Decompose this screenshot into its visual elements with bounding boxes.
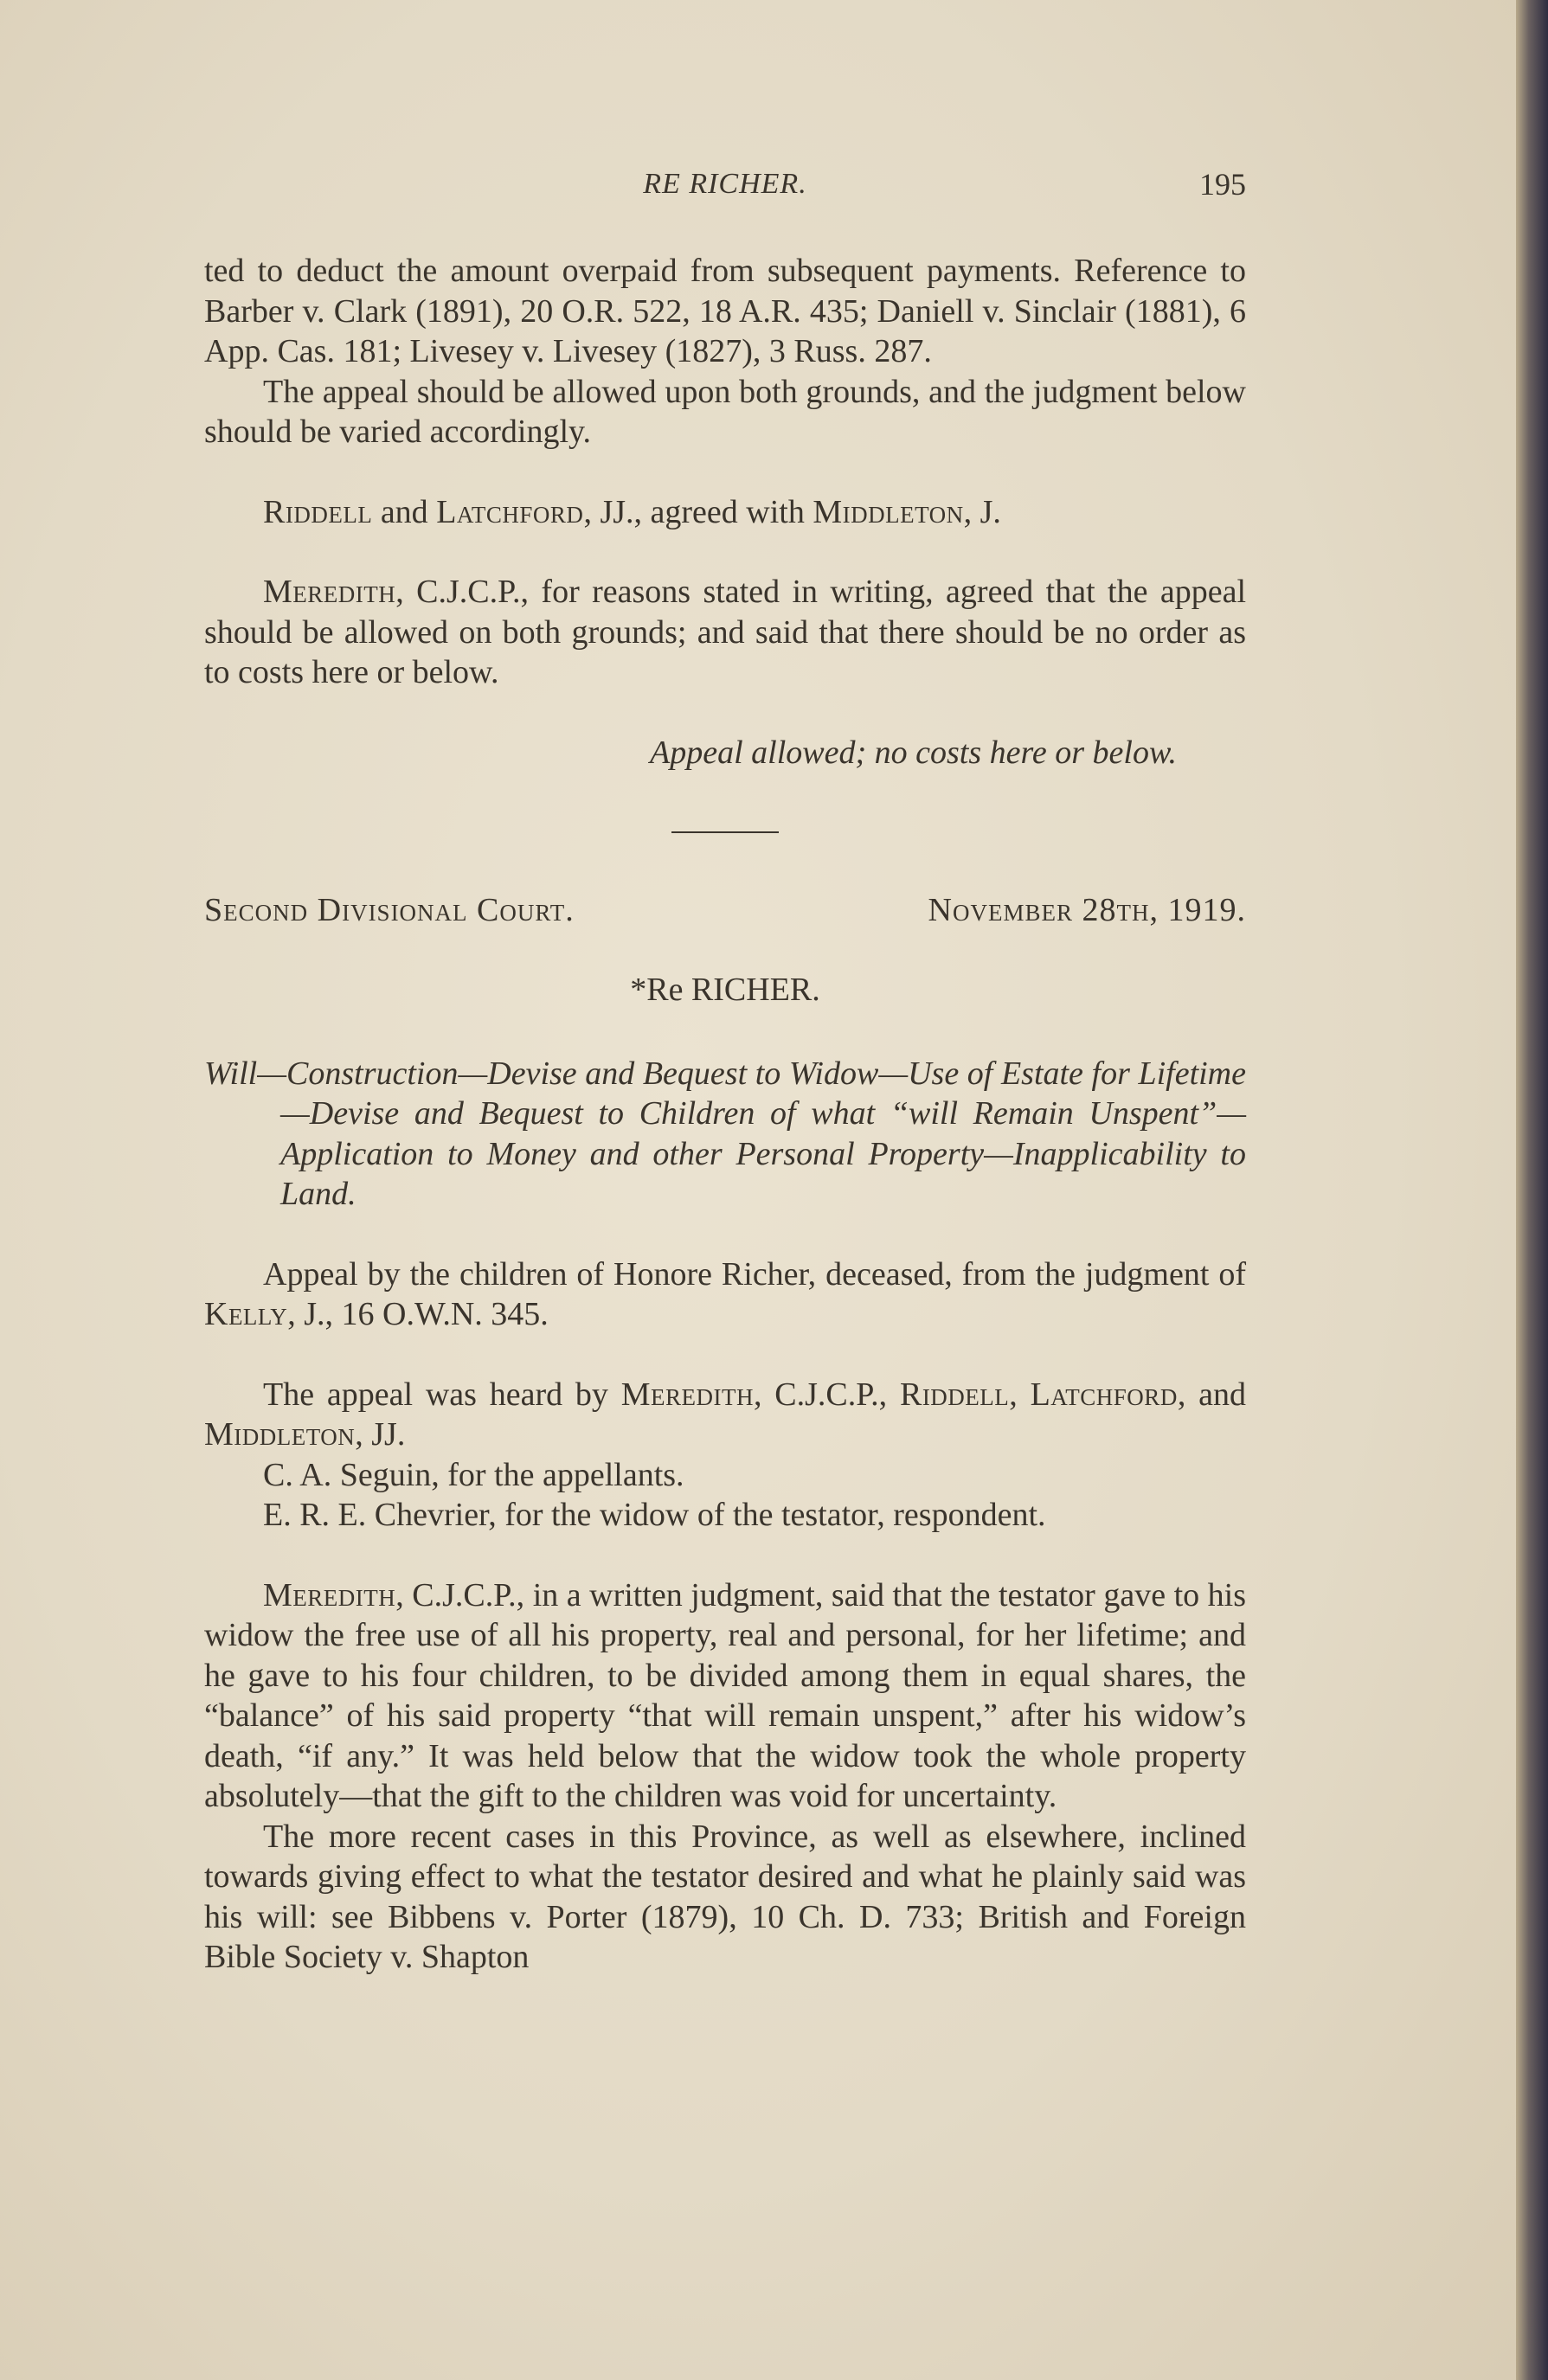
page-number: 195 xyxy=(1199,167,1246,202)
paragraph-judgment xyxy=(204,1575,1246,1817)
paragraph-appeal xyxy=(204,1254,1246,1335)
text-fragment: Appeal by the children of Honore Richer, deceased, from the judgment of xyxy=(263,1255,1246,1293)
court-line xyxy=(204,890,1246,930)
running-head xyxy=(204,164,1246,208)
text-fragment: , and xyxy=(1177,1376,1246,1413)
section-divider xyxy=(671,831,779,833)
judge-name: Riddell xyxy=(899,1376,1010,1413)
book-spine-edge xyxy=(1516,0,1548,2380)
paragraph-continued: ted to deduct the amount overpaid from subsequent payments. Reference to Barber v. Clark (1891), 20 O.R. 522, 18 A.R. 435; Daniell v. Sinclair (1881), 6 App. Cas. 181; Livesey v. Livesey (1827), 3 Russ. 287. xyxy=(204,253,1246,369)
judge-name: Middleton xyxy=(204,1416,356,1453)
judge-name: Meredith xyxy=(620,1376,754,1413)
counsel-appellants: C. A. Seguin, for the appellants. xyxy=(263,1456,684,1493)
judge-name: Kelly xyxy=(204,1296,288,1332)
running-title: RE RICHER. xyxy=(643,168,807,200)
text-fragment: , C.J.C.P., for reasons stated in writing, agreed that the appeal should be allowed on both grounds; and said that there should be no order as to costs here or below. xyxy=(204,574,1246,690)
paragraph-meredith-reasons xyxy=(204,572,1246,693)
judge-name: Latchford xyxy=(1030,1376,1178,1413)
text-fragment: , J., 16 O.W.N. 345. xyxy=(287,1296,549,1332)
court-date: November 28th, 1919. xyxy=(928,892,1246,928)
court-name: Second Divisional Court. xyxy=(204,892,575,928)
text-fragment: , JJ., agreed with xyxy=(583,493,813,530)
text-fragment: , J. xyxy=(963,493,1001,530)
judge-name: Meredith xyxy=(263,1576,396,1613)
text-fragment: , C.J.C.P., in a written judgment, said that the testator gave to his widow the free use of all his property, real and personal, for her lifetime; and he gave to his four children, to be divided among them in equal shares, the “balance” of his said property “that will remain unspent,” after his widow’s death, “if any.” It was held below that the widow took the whole property absolutely—that the gift to the children was void for uncertainty. xyxy=(204,1576,1246,1814)
judge-name: Riddell xyxy=(263,493,373,530)
paragraph-recent-cases: The more recent cases in this Province, as well as elsewhere, inclined towards giving effect to what the testator desired and what he plainly said was his will: see Bibbens v. Porter (1879), 10 Ch. D. 733; British and Foreign Bible Society v. Shapton xyxy=(204,1818,1246,1975)
judge-name: Meredith xyxy=(263,574,396,610)
headnote: Will—Construction—Devise and Bequest to Widow—Use of Estate for Lifetime—Devise and Bequest to Children of what “will Remain Unspent”—Application to Money and other Personal Property—Inapplicability to Land. xyxy=(204,1055,1246,1212)
page-content xyxy=(204,164,1246,1978)
judge-name: Middleton xyxy=(813,493,964,530)
text-fragment: The appeal was heard by xyxy=(263,1376,621,1413)
case-title: *Re RICHER. xyxy=(630,972,820,1008)
paragraph-concurrence xyxy=(204,492,1246,533)
paragraph-appeal-allowed: The appeal should be allowed upon both grounds, and the judgment below should be varied accordingly. xyxy=(204,373,1246,450)
counsel-respondent: E. R. E. Chevrier, for the widow of the testator, respondent. xyxy=(263,1497,1046,1533)
paragraph-heard xyxy=(204,1375,1246,1455)
judge-name: Latchford xyxy=(436,493,584,530)
text-fragment: , C.J.C.P., xyxy=(753,1376,900,1413)
text-fragment: and xyxy=(372,493,437,530)
text-fragment: , xyxy=(1009,1376,1031,1413)
text-fragment: , JJ. xyxy=(355,1416,406,1453)
disposition: Appeal allowed; no costs here or below. xyxy=(650,734,1177,771)
